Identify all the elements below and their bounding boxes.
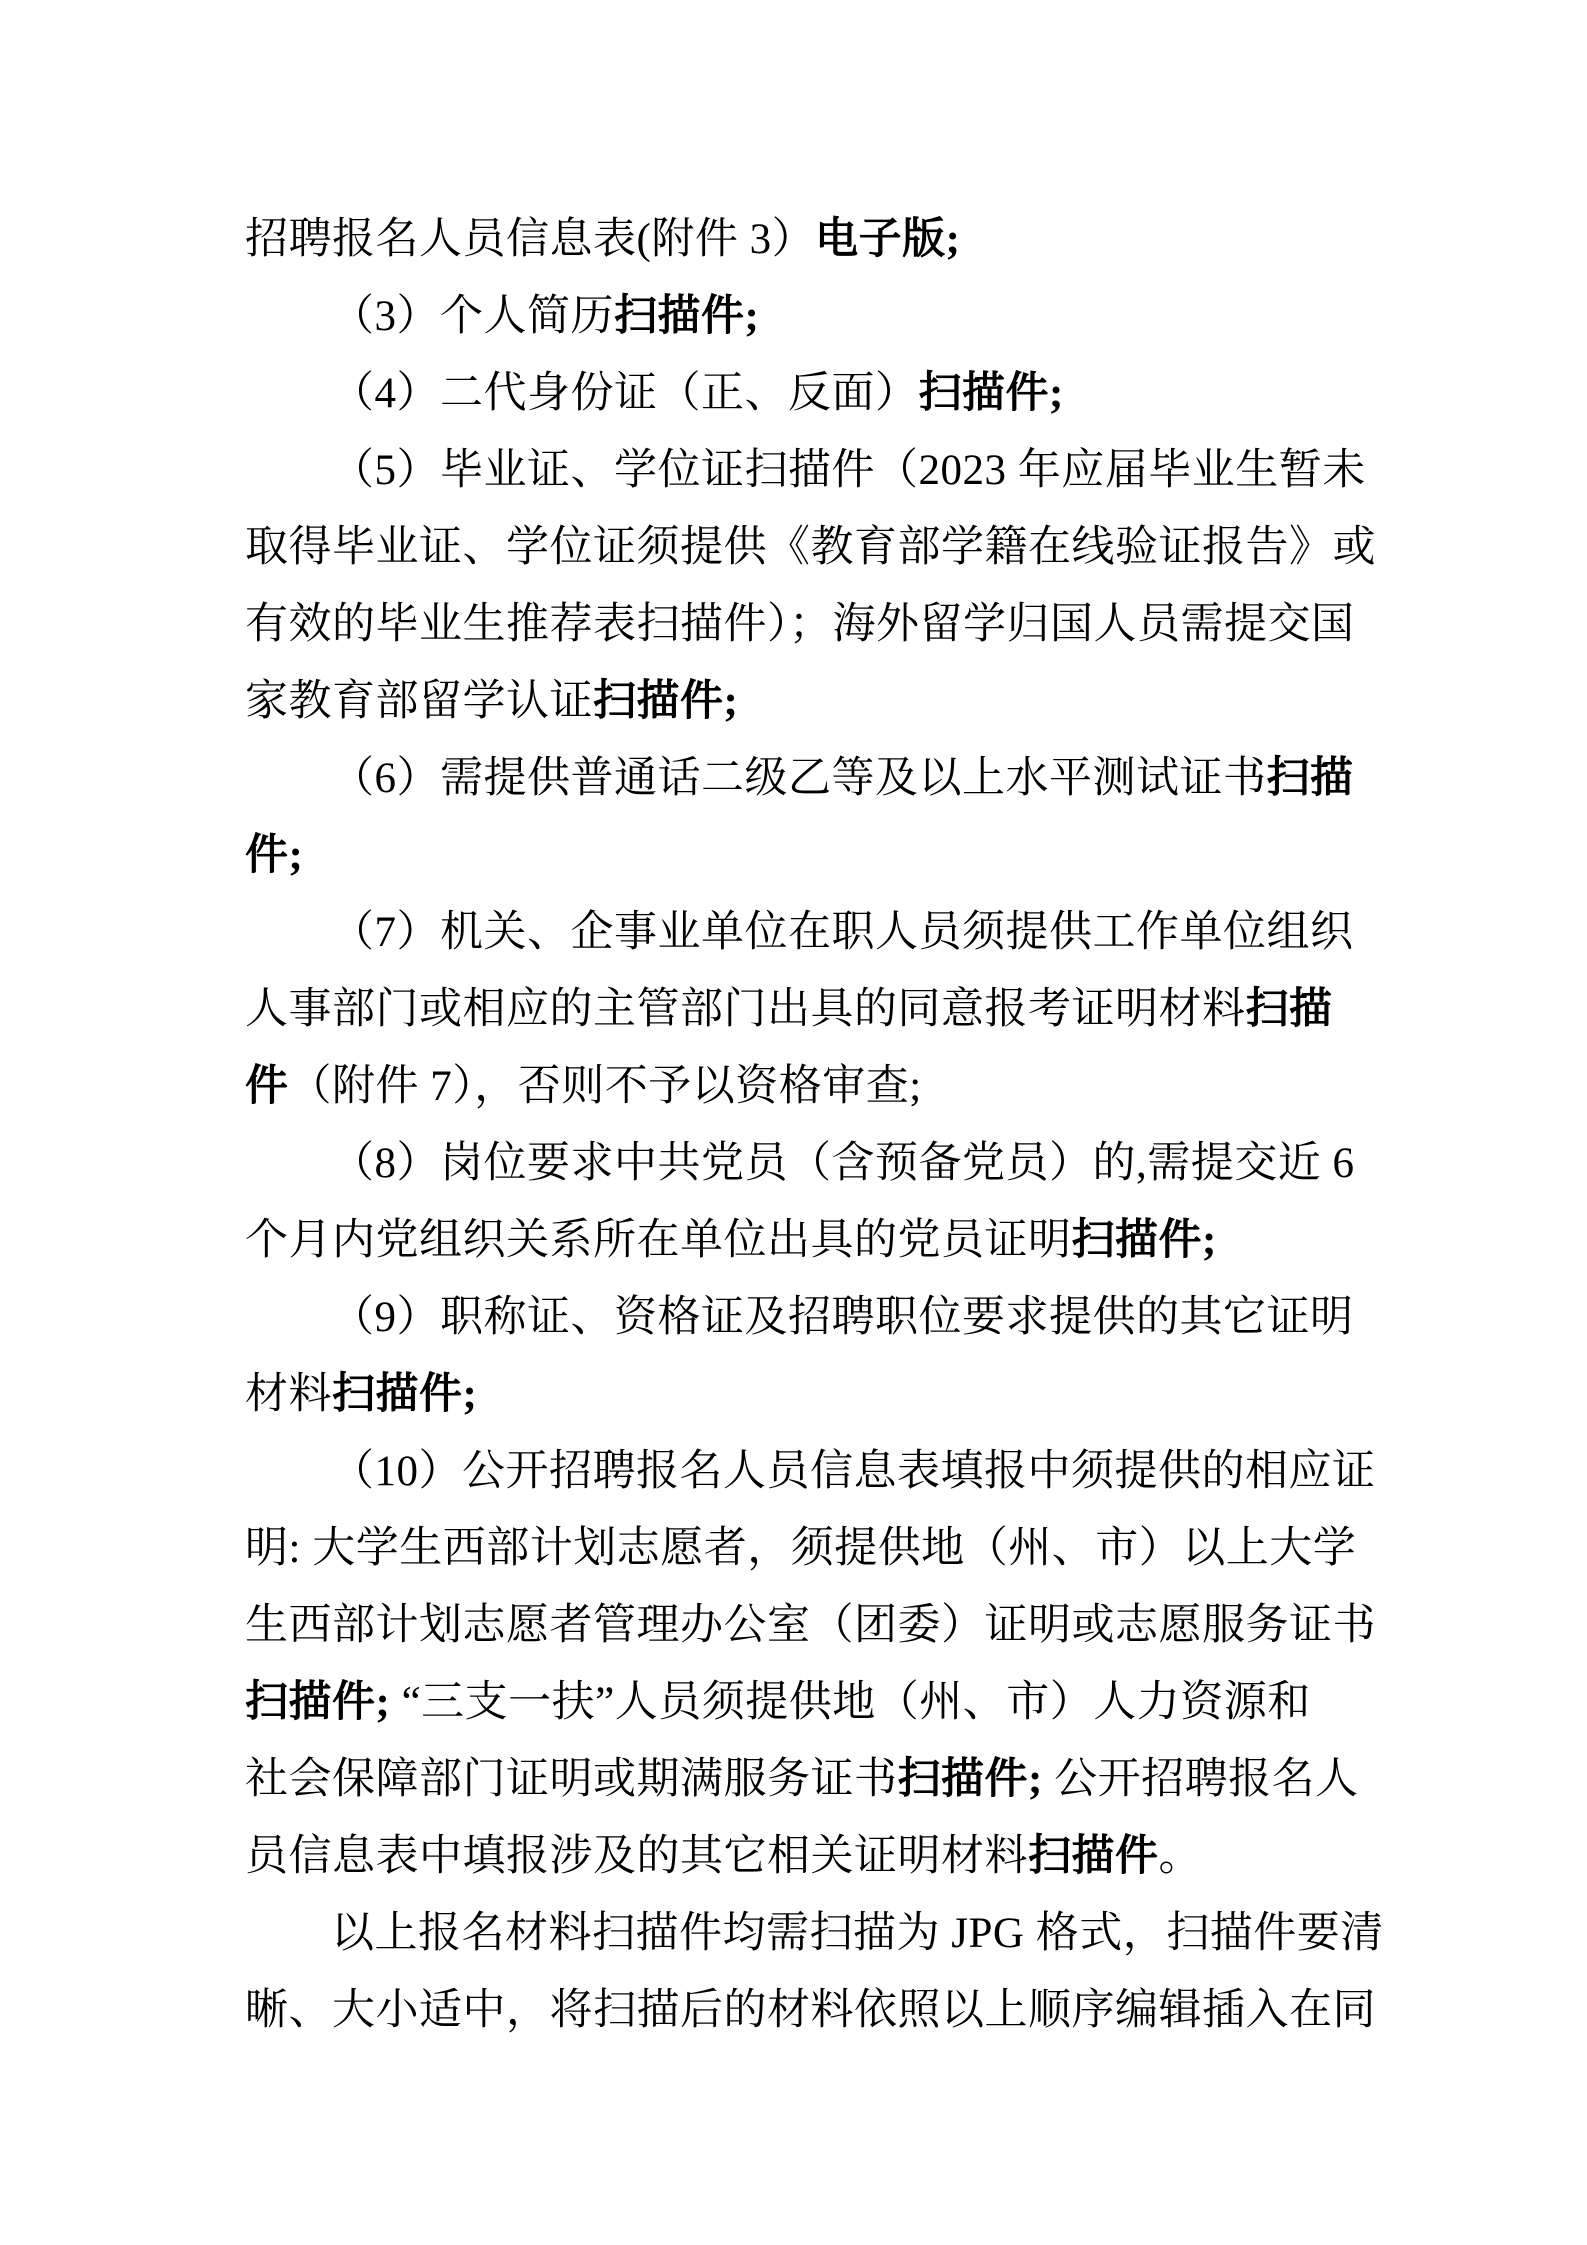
bold-text-run: 扫描件; (332, 1371, 478, 1418)
text-line (245, 663, 1370, 740)
text-run: 。 (1158, 1833, 1202, 1880)
bold-text-run: 件; (245, 832, 304, 879)
text-run: 有效的毕业生推荐表扫描件）；海外留学归国人员需提交国 (245, 601, 1355, 648)
bold-text-run: 扫描件 (1028, 1833, 1159, 1880)
bold-text-run: 扫描件; (614, 293, 760, 340)
text-run: 材料 (245, 1371, 332, 1418)
text-run: （10）公开招聘报名人员信息表填报中须提供的相应证 (331, 1448, 1376, 1495)
text-line (245, 1048, 1370, 1125)
text-line (245, 1895, 1384, 1972)
text-run: （附件 7），否则不予以资格审查; (288, 1063, 922, 1110)
text-run: 明: 大学生西部计划志愿者，须提供地（州、市）以上大学 (245, 1525, 1357, 1572)
text-line (245, 432, 1370, 509)
text-run: （7）机关、企事业单位在职人员须提供工作单位组织 (331, 909, 1354, 956)
text-run: （9）职称证、资格证及招聘职位要求提供的其它证明 (331, 1294, 1354, 1341)
text-run: 家教育部留学认证 (245, 678, 593, 725)
bold-text-run: 扫描件; (1071, 1217, 1217, 1264)
text-line (245, 1356, 1370, 1433)
text-line (245, 1972, 1376, 2049)
text-run: 人事部门或相应的主管部门出具的同意报考证明材料 (245, 986, 1246, 1033)
bold-text-run: 扫描 (1266, 755, 1354, 802)
text-run: 以上报名材料扫描件均需扫描为 JPG 格式，扫描件要清 (331, 1910, 1384, 1957)
text-run: 员信息表中填报涉及的其它相关证明材料 (245, 1833, 1028, 1880)
text-line (245, 1741, 1370, 1818)
text-line (245, 201, 1370, 278)
text-run: 生西部计划志愿者管理办公室（团委）证明或志愿服务证书 (245, 1602, 1376, 1649)
text-line (245, 509, 1376, 586)
bold-text-run: 扫描件; (593, 678, 739, 725)
text-line (245, 1433, 1376, 1510)
bold-text-run: 扫描件; (245, 1679, 391, 1726)
text-run: （5）毕业证、学位证扫描件（2023 年应届毕业生暂未 (331, 447, 1366, 494)
text-line (245, 355, 1370, 432)
text-line (245, 1125, 1370, 1202)
text-run: （8）岗位要求中共党员（含预备党员）的,需提交近 6 (331, 1140, 1355, 1187)
text-line (245, 894, 1370, 971)
bold-text-run: 电子版; (815, 216, 961, 263)
text-run: 个月内党组织关系所在单位出具的党员证明 (245, 1217, 1072, 1264)
text-run: 公开招聘报名人 (1042, 1756, 1359, 1803)
text-line (245, 1202, 1370, 1279)
text-line (245, 971, 1370, 1048)
text-line (245, 817, 1370, 894)
bold-text-run: 件 (245, 1063, 289, 1110)
bold-text-run: 扫描 (1245, 986, 1333, 1033)
bold-text-run: 扫描件; (918, 370, 1064, 417)
text-line (245, 586, 1370, 663)
text-line (245, 1587, 1376, 1664)
text-line (245, 278, 1370, 355)
text-run: 取得毕业证、学位证须提供《教育部学籍在线验证报告》或 (245, 524, 1376, 571)
text-run: （6）需提供普通话二级乙等及以上水平测试证书 (331, 755, 1267, 802)
bold-text-run: 扫描件; (897, 1756, 1043, 1803)
text-run: 招聘报名人员信息表(附件 3） (245, 216, 816, 263)
text-line (245, 1279, 1370, 1356)
text-line (245, 1664, 1370, 1741)
document-body-text (245, 201, 1384, 2049)
text-line (245, 1510, 1370, 1587)
text-run: “三支一扶”人员须提供地（州、市）人力资源和 (390, 1679, 1311, 1726)
text-line (245, 740, 1370, 817)
text-run: （3）个人简历 (331, 293, 614, 340)
text-run: 晰、大小适中，将扫描后的材料依照以上顺序编辑插入在同 (245, 1987, 1376, 2034)
text-run: （4）二代身份证（正、反面） (331, 370, 919, 417)
text-run: 社会保障部门证明或期满服务证书 (245, 1756, 898, 1803)
text-line (245, 1818, 1370, 1895)
